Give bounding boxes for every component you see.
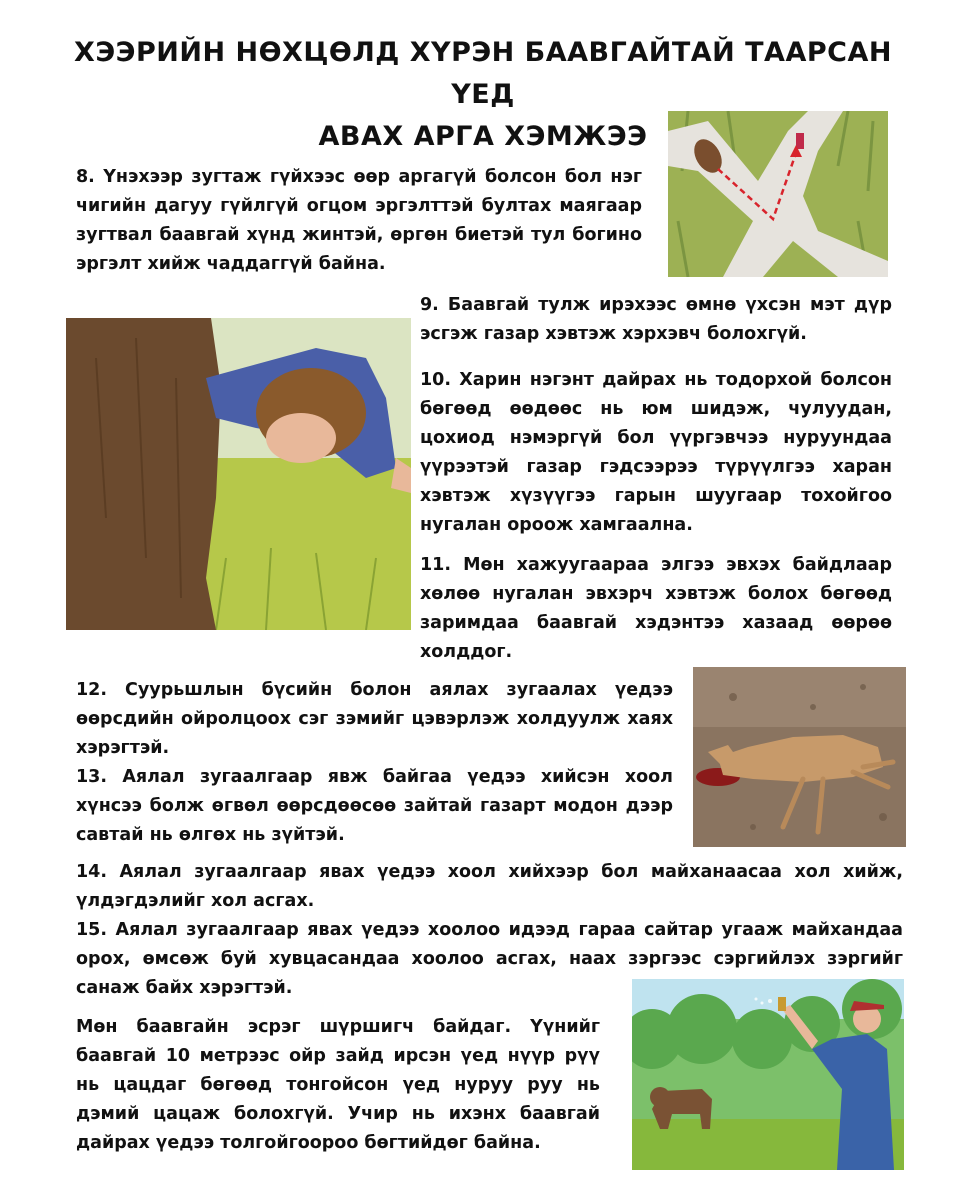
paragraph-bear-spray: Мөн баавгайн эсрэг шүршигч байдаг. Үүнийг баавгай 10 метрээс ойр зайд ирсэн үед нүүр рүү нь цацдаг бөгөөд тонгойсон үед нуруу руу нь дэмий цацаж болохгүй. Учир нь ихэнх баавгай дайрах үедээ толгойгоороо бөгтийдөг байна. (76, 1017, 600, 1153)
title-line-1: ХЭЭРИЙН НӨХЦӨЛД ХҮРЭН БААВГАЙТАЙ ТААРСАН ҮЕД (74, 37, 892, 110)
paragraph-15: 15. Аялал зугаалгаар явах үедээ хоолоо идээд гараа сайтар угааж майхандаа орох, өмсөж буй хувцасандаа хоолоо асгах, наах зэргээс сэргийлэх зэргийг санаж байх хэрэгтэй. (76, 920, 903, 998)
paragraph-11: 11. Мөн хажуугаараа элгээ эвхэх байдлаар хөлөө нугалан эвхэрч хэвтэж болох бөгөөд заримдаа баавгай хэдэнтээ хазаад өөрөө холддог. (420, 555, 892, 662)
paragraph-8: 8. Үнэхээр зугтаж гүйхээс өөр аргагүй болсон бол нэг чигийн дагуу гүйлгүй огцом эргэлттэй бултах маягаар зугтвал баавгай хүнд жинтэй, өргөн биетэй тул богино эргэлт хийж чаддаггүй байна. (76, 167, 642, 274)
paragraph-13: 13. Аялал зугаалгаар явж байгаа үедээ хийсэн хоол хүнсээ болж өгвөл өөрсдөөсөө зайтай газарт модон дээр савтай нь өлгөх нь зүйтэй. (76, 767, 673, 845)
person-lying-face-down-illustration (66, 318, 411, 630)
person-lying-image (66, 318, 411, 630)
paragraph-10: 10. Харин нэгэнт дайрах нь тодорхой болсон бөгөөд өөдөөс нь юм шидэж, чулуудан, цохиод нэмэргүй бол үүргэвчээ нуруундаа үүрээтэй газар гэдсээрээ түрүүлгээ харан хэвтэж хүзүүгээ гарын шуугаар тохойгоо нугалан ороож хамгаална. (420, 370, 892, 535)
title-line-2: АВАХ АРГА ХЭМЖЭЭ (318, 121, 648, 152)
deer-carcass-illustration (693, 667, 906, 847)
bear-spray-image (632, 979, 904, 1170)
man-spraying-bear-illustration (632, 979, 904, 1170)
zigzag-escape-path-illustration (668, 111, 888, 277)
forest-path-image (668, 111, 888, 277)
paragraph-12: 12. Суурьшлын бүсийн болон аялах зугаалах үедээ өөрсдийн ойролцоох сэг зэмийг цэвэрлэж холдуулж хаях хэрэгтэй. (76, 680, 673, 758)
dead-deer-image (693, 667, 906, 847)
paragraph-14: 14. Аялал зугаалгаар явах үедээ хоол хийхээр бол майханаасаа хол хийж, үлдэгдэлийг хол асгах. (76, 862, 903, 911)
paragraph-9: 9. Баавгай тулж ирэхээс өмнө үхсэн мэт дүр эсгэж газар хэвтэж хэрхэвч болохгүй. (420, 295, 892, 344)
